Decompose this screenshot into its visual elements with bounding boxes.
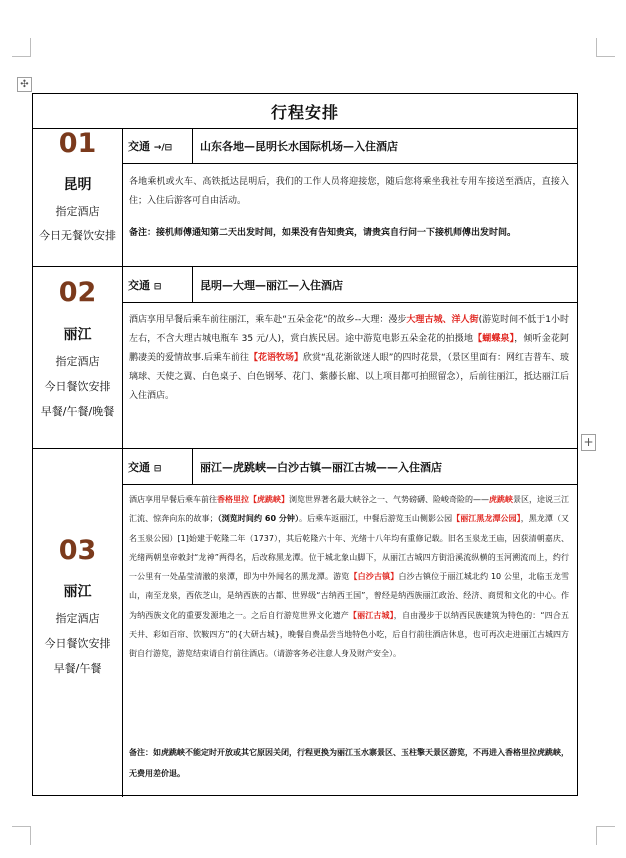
- bus-icon: ⊟: [153, 282, 162, 292]
- desc-text: 白沙古镇位于丽江城北约 10 公里，北临玉龙雪山，南至龙泉，西依芝山，是纳西族的古都、世界级“古纳西王国”，曾经是纳西族丽江政治、经济、商贸和文化的中心。作为纳西族文化的重要发源地之一。之后自行游览世界文化遗产: [129, 572, 570, 620]
- day-2-row: [33, 267, 577, 449]
- day-meals: 今日餐饮安排: [44, 637, 111, 650]
- route-text: 山东各地—昆明长水国际机场—入住酒店: [200, 140, 398, 153]
- desc-highlight: 虎跳峡: [489, 495, 513, 504]
- day-city: 丽江: [63, 584, 92, 600]
- day-hotel: 指定酒店: [55, 355, 100, 368]
- table-title: 行程安排: [33, 94, 577, 129]
- day-description: [123, 311, 577, 406]
- desc-highlight: 香格里拉【虎跳峡】: [217, 495, 289, 504]
- day-1-summary: [33, 128, 123, 266]
- day-city: 丽江: [63, 327, 92, 343]
- desc-text: 酒店享用早餐后乘车前往丽江，乘车赴“五朵金花”的故乡--大理：漫步: [129, 315, 407, 325]
- transport-cell: [123, 449, 193, 484]
- day-note: 备注：如虎跳峡不能定时开放或其它原因关闭，行程更换为丽江玉水寨景区、玉柱擎天景区游览，不再进入香格里拉虎跳峡，无费用差价退。: [129, 748, 569, 778]
- transport-label: 交通: [128, 140, 150, 153]
- day-meals: 今日餐饮安排: [44, 380, 111, 393]
- day-description: 各地乘机或火车、高铁抵达昆明后，我们的工作人员将迎接您，随后您将乘坐我社专用车接送至酒店，直接入住；入住后游客可自由活动。: [129, 177, 569, 206]
- route-text: 昆明—大理—丽江—入住酒店: [200, 279, 343, 292]
- desc-text: ，倾听金花阿鹏凄美的爱情故事.后乘车前往: [129, 334, 569, 363]
- day-number: 03: [58, 535, 97, 566]
- desc-text: 酒店享用早餐后乘车前往: [129, 495, 217, 504]
- day-city: 昆明: [63, 177, 92, 193]
- day-number: 01: [58, 128, 97, 159]
- desc-text: ，自由漫步于以纳西民族建筑为特色的：“四合五天井、彩如百帘、饮鞍四方”的{大研古城}，晚餐自费品尝当地特色小吃，后自行前往酒店休息，也可再次走进丽江古城四方街自行游览，游览结束请自行前往酒店。（请游客务必注意人身及财产安全）。: [129, 610, 569, 659]
- desc-highlight: 【蝴蝶泉】: [473, 334, 515, 344]
- desc-highlight: 【丽江古城】: [348, 610, 394, 620]
- table-move-handle-icon[interactable]: ✣: [17, 77, 32, 92]
- day-description: [123, 490, 577, 664]
- desc-text: 欣赏“乱花渐欲迷人眼”的四时花景，（景区里面有：网红吉普车、玻璃球、天使之翼、白色桌子、白色钢琴、花门、紫藤长廊、以上项目都可拍照留念），后前往丽江，抵达丽江后入住酒店。: [129, 353, 569, 401]
- page-corner-mark-bottom-left: [12, 826, 31, 845]
- day-meals-detail: 早餐/午餐/晚餐: [40, 405, 115, 418]
- day-meals-detail: 早餐/午餐: [53, 662, 102, 675]
- page-corner-mark-bottom-right: [596, 826, 615, 845]
- day-3-row: [33, 449, 577, 797]
- day-hotel: 指定酒店: [55, 612, 100, 625]
- day-note: 备注：接机师傅通知第二天出发时间，如果没有告知贵宾，请贵宾自行问一下接机师傅出发时间。: [129, 228, 517, 238]
- desc-highlight: 【丽江黑龙潭公园】: [452, 514, 521, 524]
- day-meals: 今日无餐饮安排: [39, 229, 116, 242]
- page-corner-mark-top-right: [596, 38, 615, 57]
- page-corner-mark-top-left: [12, 38, 31, 57]
- desc-highlight: 【白沙古镇】: [349, 572, 399, 582]
- desc-text: (游览时间不低于1小时左右，不含大理古城电瓶车 35 元/人)，赏白族民居。途中游览电影五朵金花的拍摄地: [129, 315, 569, 344]
- route-text: 丽江—虎跳峡—白沙古镇—丽江古城——入住酒店: [200, 461, 442, 474]
- route-row: [123, 128, 577, 164]
- desc-highlight: 大理古城、洋人街: [406, 315, 479, 325]
- bus-icon: ⊟: [153, 464, 162, 474]
- day-2-detail: [123, 267, 577, 448]
- transport-cell: [123, 267, 193, 302]
- desc-bold: （浏览时间约 60 分钟）: [217, 514, 300, 524]
- day-number: 02: [58, 277, 97, 308]
- plane-train-icon: →/⊟: [153, 143, 173, 153]
- route-row: [123, 449, 577, 485]
- route-row: [123, 267, 577, 303]
- day-3-summary: [33, 449, 123, 797]
- day-3-detail: [123, 449, 577, 797]
- desc-text: ，黑龙潭（又名玉泉公园）[1]始建于乾隆二年（1737），其后乾隆六十年、光绪十八年均有重修记载。旧名玉泉龙王庙，因获清朝嘉庆、光绪两朝皇帝敕封“龙神”两得名，后改称黑龙潭。位于城北象山脚下，从丽江古城四方街沿溪流纵横的玉河溯流而上，约行一公里有一处晶莹清澈的泉潭，即为中外闻名的黑龙潭。游览: [129, 514, 570, 582]
- desc-text: 。后乘车返丽江，中餐后游览玉山侧影公园: [299, 514, 453, 524]
- transport-label: 交通: [128, 461, 150, 474]
- table-add-row-icon[interactable]: +: [581, 434, 596, 451]
- itinerary-table: [32, 93, 578, 796]
- day-1-row: [33, 128, 577, 267]
- transport-cell: [123, 128, 193, 163]
- desc-highlight: 【花语牧场】: [248, 353, 303, 363]
- day-2-summary: [33, 267, 123, 448]
- day-hotel: 指定酒店: [55, 205, 100, 218]
- day-1-detail: [123, 128, 577, 266]
- desc-text: 浏览世界著名最大峡谷之一、气势磅礴、险峻奇险的——: [289, 495, 489, 504]
- transport-label: 交通: [128, 279, 150, 292]
- desc-text: 景区，途说三江汇流、惊奔向东的故事；: [129, 495, 569, 524]
